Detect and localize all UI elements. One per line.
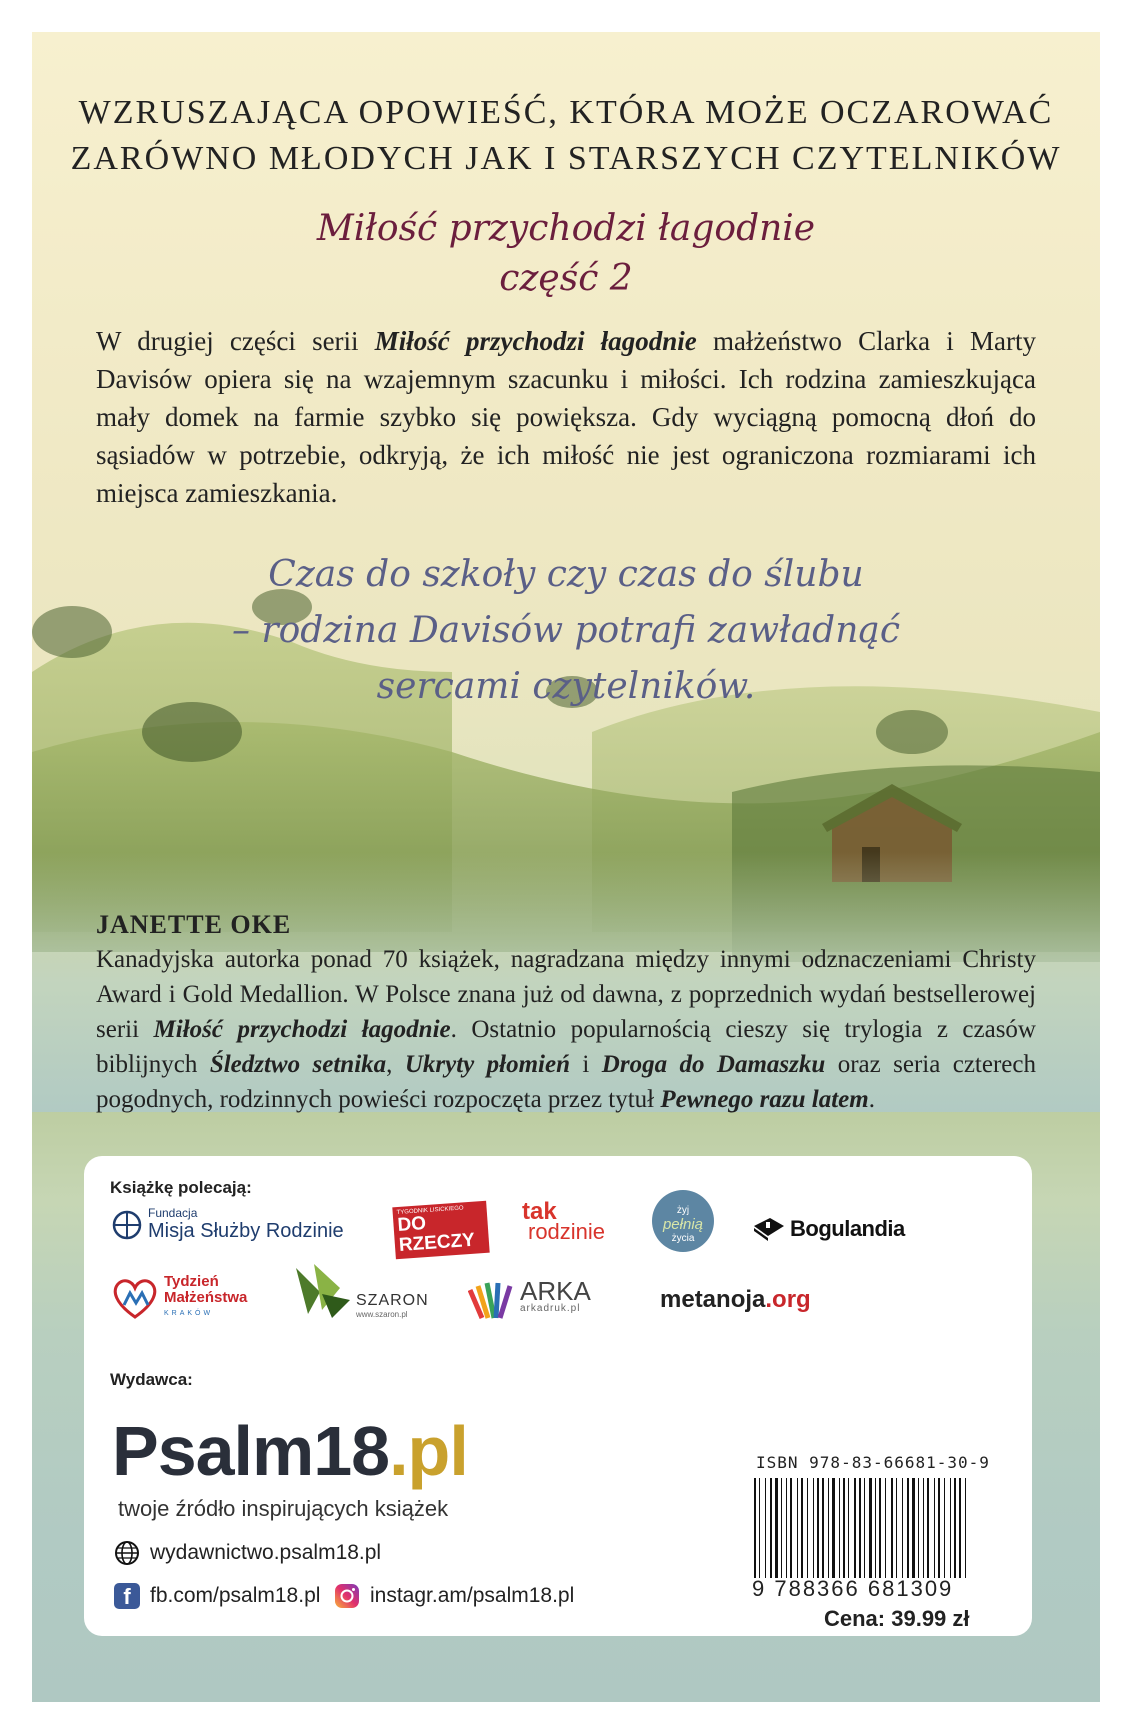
description-pre: W drugiej części serii [96,326,375,356]
headline [32,90,1100,182]
dorzeczy-small: TYGODNIK LISICKIEGO [396,1205,464,1217]
book-title-line-1: Miłość przychodzi łagodnie [316,208,816,249]
bio-book-3: Droga do Damaszku [601,1051,826,1078]
website-link[interactable] [114,1540,381,1566]
publisher-panel [84,1156,1032,1636]
logo-szaron [292,1260,429,1322]
quote-line-1: Czas do szkoły czy czas do ślubu [268,554,864,595]
author-name: JANETTE OKE [96,910,292,939]
price: Cena: 39.99 zł [824,1606,970,1631]
metanoja-org: .org [765,1286,811,1313]
barcode [752,1478,972,1578]
heart-icon [110,1275,160,1321]
barcode-digits: 9 788366 681309 [752,1576,954,1601]
book-title [32,204,1100,304]
book-title-line-2: część 2 [499,258,633,299]
globe-icon [114,1540,140,1566]
psalm-pl: .pl [389,1412,468,1490]
quote-line-3: sercami czytelników. [376,666,756,707]
recommend-label: Książkę polecają: [110,1178,252,1197]
bio-part-1: Kanadyjska autorka ponad 70 książek, nagradzana między innymi odznaczeniami Christy Award i Gold Medallion. W Polsce znana już od dawna, z poprzednich wydań bestsellerowej serii [96,946,1036,1043]
tak-word: tak [522,1198,557,1225]
szaron-url: www.szaron.pl [356,1310,408,1319]
facebook-icon: f [114,1583,140,1609]
instagram-text: instagr.am/psalm18.pl [370,1584,575,1607]
bio-series: Miłość przychodzi łagodnie [153,1016,451,1043]
facebook-text: fb.com/psalm18.pl [150,1584,321,1607]
tydzien-line-3: KRAKÓW [164,1310,214,1317]
zyj-word: żyj [676,1205,690,1216]
bogulandia-name: Bogulandia [790,1216,905,1241]
szaron-leaf-icon [292,1260,352,1322]
bio-part-3: oraz seria czterech pogodnych, rodzinnych powieści rozpoczęta przez tytuł [96,1051,1036,1113]
publisher-logo [112,1411,468,1491]
arka-name: ARKA [520,1276,591,1306]
psalm-name: Psalm18 [112,1412,390,1490]
quote [32,547,1100,715]
logo-do-rzeczy [392,1201,489,1259]
description-series: Miłość przychodzi łagodnie [374,326,697,356]
arka-books-icon [468,1280,516,1320]
isbn: ISBN 978-83-66681-30-9 [756,1453,990,1472]
zycia-word: życia [671,1233,695,1244]
logo-tak-rodzinie [522,1198,606,1244]
bio-book-4: Pewnego razu latem [660,1086,869,1113]
bio-sep-1: , [386,1051,405,1078]
book-back-cover [32,32,1100,1702]
bio-book-2: Ukryty płomień [404,1051,571,1078]
logo-bogulandia [752,1216,905,1242]
logo-tydzien-malzenstwa [110,1274,247,1322]
globe-cross-icon [112,1210,142,1240]
logo-fundacja [112,1206,344,1243]
pelnia-word: pełnią [662,1216,704,1233]
bio-part-2: . Ostatnio popularnością cieszy się trylogia z czasów biblijnych [96,1016,1036,1078]
bio-sep-2: i [570,1051,602,1078]
bio-book-1: Śledztwo setnika [209,1051,387,1078]
headline-line-1: WZRUSZAJĄCA OPOWIEŚĆ, KTÓRA MOŻE OCZAROWAĆ [78,94,1054,131]
bio-end: . [868,1086,875,1113]
publisher-label: Wydawca: [110,1370,193,1389]
website-text: wydawnictwo.psalm18.pl [150,1541,382,1564]
szaron-name: SZARON [356,1292,429,1309]
book-icon [752,1216,786,1242]
logo-arka [468,1276,591,1320]
instagram-link[interactable] [334,1583,574,1609]
author-bio [96,942,1036,1117]
metanoja-name: metanoja [660,1286,766,1313]
book-description [96,322,1036,512]
publisher-tagline: twoje źródło inspirujących książek [118,1496,449,1521]
tydzien-line-2: Małżeństwa [164,1289,248,1306]
logo-zyj-pelnia-zycia [652,1190,714,1252]
description-post: małżeństwo Clarka i Marty Davisów opiera się na wzajemnym szacunku i miłości. Ich rodzina zamieszkująca mały domek na farmie szybko się powiększa. Gdy wyciągną pomocną dłoń do sąsiadów w potrzebie, odkryją, że ich miłość nie jest ograniczona rozmiarami ich miejsca zamieszkania. [96,326,1037,508]
facebook-link[interactable] [114,1583,320,1609]
instagram-icon [334,1583,360,1609]
arka-url: arkadruk.pl [520,1303,581,1314]
dorzeczy-name: DO RZECZY [396,1213,476,1256]
fundacja-name: Misja Służby Rodzinie [148,1220,344,1242]
logo-metanoja [660,1286,811,1314]
tydzien-line-1: Tydzień [164,1273,219,1290]
fundacja-small: Fundacja [148,1206,198,1220]
headline-line-2: ZARÓWNO MŁODYCH JAK I STARSZYCH CZYTELNIKÓW [70,140,1062,177]
rodzinie-word: rodzinie [528,1219,606,1244]
quote-line-2: – rodzina Davisów potrafi zawładnąć [231,610,901,651]
